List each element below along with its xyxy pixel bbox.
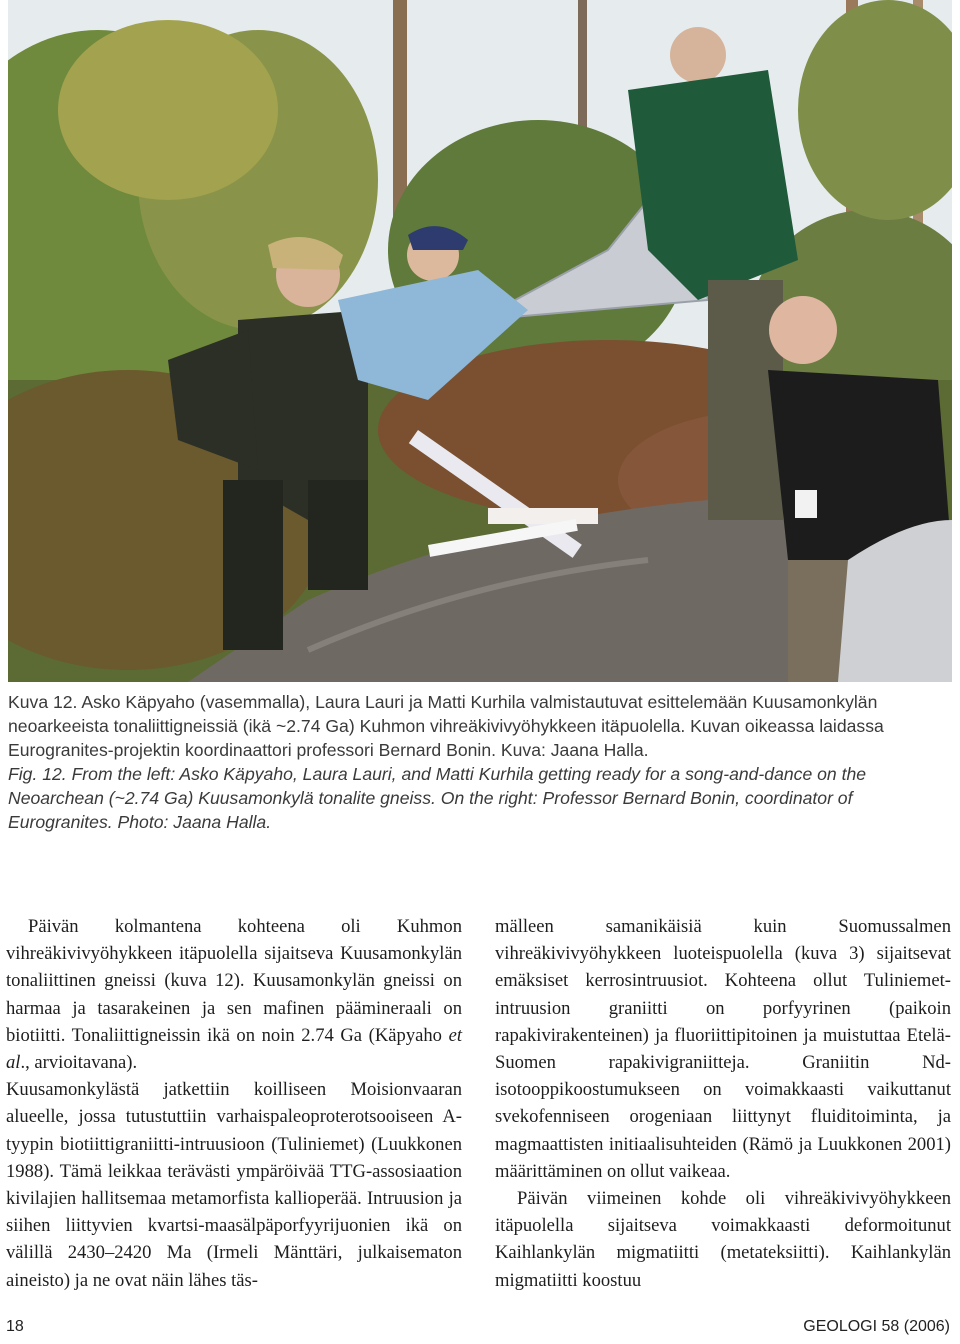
paragraph-right-1: mälleen samanikäisiä kuin Suomussalmen vihreäkivivyöhykkeen luoteispuolella (kuva 3) sijaitsevat emäksiset kerrosintruusiot. Kohteena ollut Tuliniemet-intruusion graniitti on porfyyrinen (paikoin rapakivirakenteinen) ja fluoriittipitoinen ja muistuttaa Etelä-Suomen rapakivigraniitteja. Graniitin Nd-isotooppikoostumukseen on voimakkaasti vaikuttanut svekofenniseen orogeniaan liittynyt fluiditoiminta, ja magmaattisten initiaalisuhteiden (Rämö ja Luukkonen 2001) määrittäminen on ollut vaikeaa. [495,916,951,1182]
page-number: 18 [6,1318,24,1335]
caption-english: Fig. 12. From the left: Asko Käpyaho, Laura Lauri, and Matti Kurhila getting ready for a song-and-dance on the Neoarchean (~2.74 Ga) Kuusamonkylä tonalite gneiss. On the right: Professor Bernard Bonin, coordinator of Eurogranites. Photo: Jaana Halla. [8,764,867,832]
paragraph-left-1 [6,913,462,1076]
photo-illustration [8,0,952,682]
journal-footer: GEOLOGI 58 (2006) [803,1318,950,1335]
body-column-left [6,913,462,1294]
paragraph-left-1-b: ., arvioitavana). [20,1052,138,1074]
et-al-italic: et al [6,1024,462,1074]
paragraph-right-2: Päivän viimeinen kohde oli vihreäkivivyöhykkeen itäpuolella sijaitseva voimakkaasti deformoitunut Kaihlankylän migmatiitti (metateksiitti). Kaihlankylän migmatiitti koostuu [495,1188,951,1291]
field-photo [8,0,952,682]
paragraph-left-2: Kuusamonkylästä jatkettiin koilliseen Moisionvaaran alueelle, jossa tutustuttiin varhaispaleoproterotsooiseen A-tyypin biotiittigraniitti-intruusioon (Tuliniemet) (Luukkonen 1988). Tämä leikkaa terävästi ympäröivää TTG-assosiaation kivilajien hallitsemaa metamorfista kallioperää. Intruusion ja siihen liittyvien kvartsi-maasälpäporfyyrijuonien ikä on välillä 2430–2420 Ma (Irmeli Mänttäri, julkaisematon aineisto) ja ne ovat näin lähes täs- [6,1079,462,1291]
figure-caption [8,690,938,834]
caption-finnish: Kuva 12. Asko Käpyaho (vasemmalla), Laura Lauri ja Matti Kurhila valmistautuvat esittelemään Kuusamonkylän neoarkeeista tonaliittigneissiä (ikä ~2.74 Ga) Kuhmon vihreäkivivyöhykkeen itäpuolella. Kuvan oikeassa laidassa Eurogranites-projektin koordinaattori professori Bernard Bonin. Kuva: Jaana Halla. [8,692,884,760]
body-column-right [495,913,951,1294]
paragraph-left-1-a: Päivän kolmantena kohteena oli Kuhmon vihreäkivivyöhykkeen itäpuolella sijaitseva Kuusamonkylän tonaliittinen gneissi (kuva 12). Kuusamonkylän gneissi on harmaa ja tasarakeinen ja sen mafinen päämineraali on biotiitti. Tonaliittigneissin ikä on noin 2.74 Ga (Käpyaho [6,916,462,1046]
